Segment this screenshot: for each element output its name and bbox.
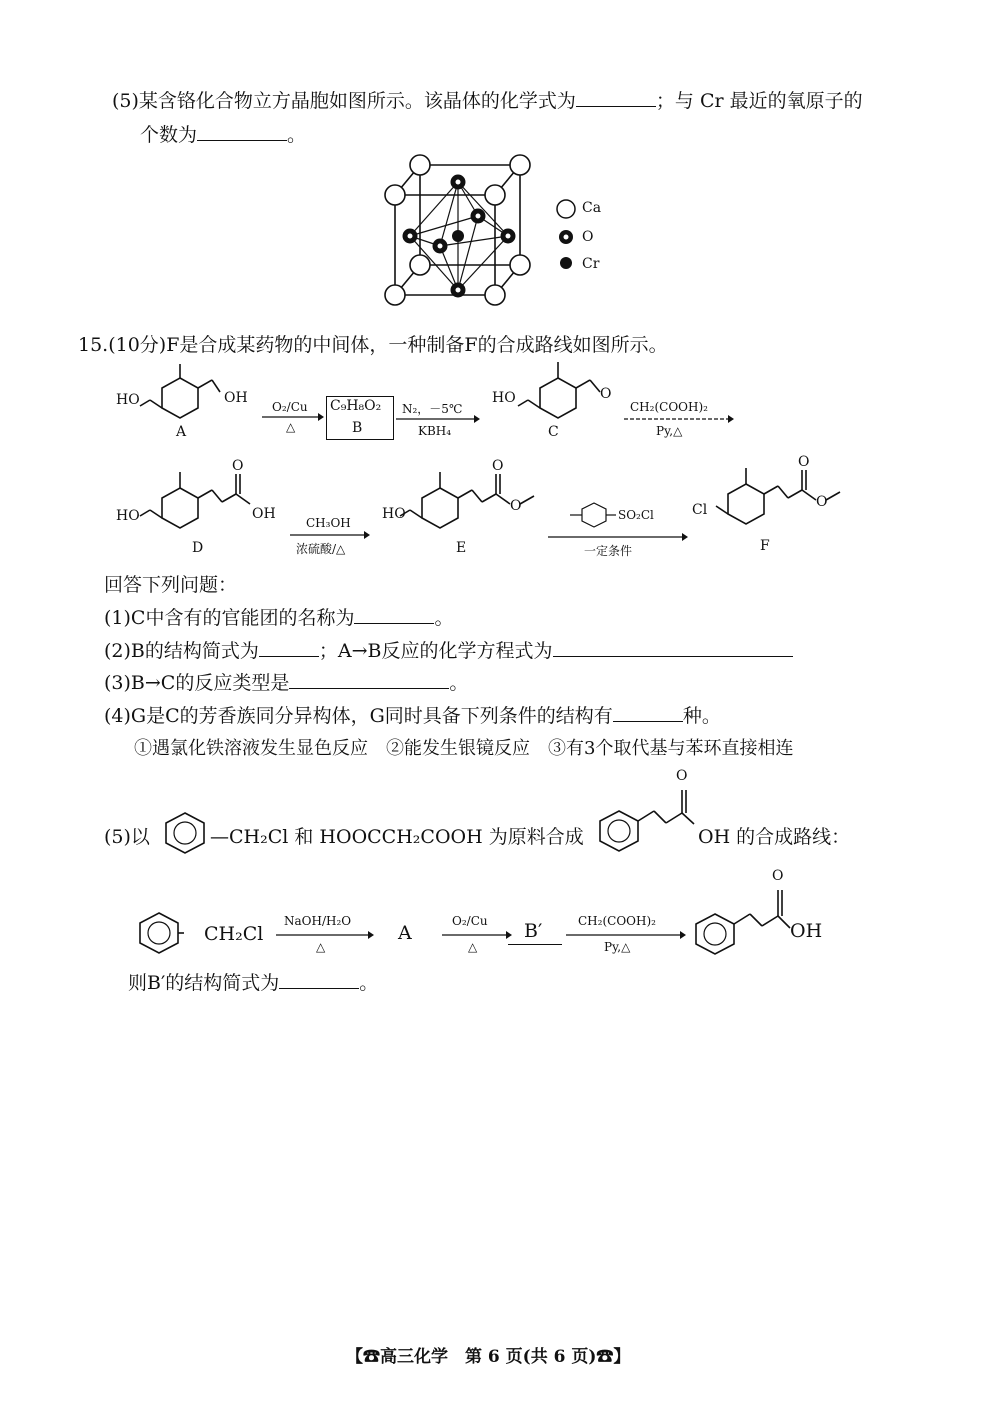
d-o: O bbox=[232, 458, 244, 474]
q15-header: 15.(10分)F是合成某药物的中间体，一种制备F的合成路线如图所示。 bbox=[78, 334, 668, 356]
d-oh: OH bbox=[252, 506, 276, 522]
e-ester-o: O bbox=[510, 498, 522, 514]
q5-o: O bbox=[676, 768, 688, 784]
route-ch2cl: CH₂Cl bbox=[204, 923, 264, 945]
benzene-icon-q5-1 bbox=[160, 810, 210, 856]
step3-bottom: Py,△ bbox=[656, 424, 683, 438]
q15-2-text: (2)B的结构简式为 bbox=[104, 640, 259, 662]
arrow-step3 bbox=[624, 414, 734, 424]
legend-ca-label: Ca bbox=[582, 200, 602, 216]
f-cl: Cl bbox=[692, 502, 708, 518]
step1-top: O₂/Cu bbox=[272, 400, 308, 414]
answer-blank-q2a[interactable] bbox=[259, 638, 319, 657]
legend-o-icon bbox=[557, 228, 575, 246]
route-step3-top: CH₂(COOH)₂ bbox=[578, 914, 656, 928]
f-ester-o: O bbox=[816, 494, 828, 510]
legend-ca-icon bbox=[555, 198, 577, 220]
a-oh: OH bbox=[224, 390, 248, 406]
answer-blank-q2b[interactable] bbox=[553, 638, 793, 657]
e-o: O bbox=[492, 458, 504, 474]
legend-cr-label: Cr bbox=[582, 256, 600, 272]
q14-5-line2-end: 。 bbox=[287, 124, 307, 146]
q15-4-conditions: ①遇氯化铁溶液发生显色反应 ②能发生银镜反应 ③有3个取代基与苯环直接相连 bbox=[134, 738, 794, 759]
structure-a bbox=[140, 362, 220, 432]
structure-c bbox=[518, 360, 608, 430]
route-oh: OH bbox=[790, 920, 823, 942]
step4-top: CH₃OH bbox=[306, 516, 351, 530]
q15-1 bbox=[104, 603, 453, 630]
cinnamic-acid-q5 bbox=[594, 768, 704, 858]
answer-prompt: 回答下列问题： bbox=[104, 574, 238, 596]
step2-bottom: KBH₄ bbox=[418, 424, 452, 438]
label-b: B bbox=[352, 420, 363, 436]
answer-blank-q4[interactable] bbox=[613, 703, 683, 722]
final-question-end: 。 bbox=[359, 972, 379, 994]
structure-e bbox=[400, 460, 550, 540]
q15-3-end: 。 bbox=[449, 672, 469, 694]
step3-top: CH₂(COOH)₂ bbox=[630, 400, 708, 414]
arrow-step5 bbox=[548, 532, 688, 542]
structure-f bbox=[706, 456, 856, 536]
q15-3 bbox=[104, 668, 468, 695]
route-b-blank[interactable] bbox=[508, 944, 562, 945]
route-step1-bottom: △ bbox=[316, 940, 326, 954]
route-o: O bbox=[772, 868, 784, 884]
step2-top: N₂，－5℃ bbox=[402, 402, 463, 416]
a-ho: HO bbox=[116, 392, 140, 408]
q15-1-end: 。 bbox=[434, 607, 454, 629]
label-a: A bbox=[176, 424, 187, 440]
c-ho: HO bbox=[492, 390, 516, 406]
answer-blank-formula[interactable] bbox=[576, 88, 656, 107]
q14-5-line1 bbox=[112, 86, 863, 113]
q15-5-a: (5)以 bbox=[104, 826, 150, 848]
q15-3-text: (3)B→C的反应类型是 bbox=[104, 672, 290, 694]
e-ho: HO bbox=[382, 506, 406, 522]
benzene-icon-route bbox=[134, 910, 184, 956]
step5-bottom: 一定条件 bbox=[584, 544, 633, 558]
label-d: D bbox=[192, 540, 204, 556]
route-arrow-2 bbox=[442, 930, 512, 940]
route-step3-bottom: Py,△ bbox=[604, 940, 631, 954]
route-step1-top: NaOH/H₂O bbox=[284, 914, 352, 928]
step4-bottom: 浓硫酸/△ bbox=[296, 542, 346, 556]
label-c: C bbox=[548, 424, 559, 440]
step1-bottom: △ bbox=[286, 420, 296, 434]
route-step2-bottom: △ bbox=[468, 940, 478, 954]
answer-blank-q3[interactable] bbox=[289, 670, 449, 689]
q15-2 bbox=[104, 636, 793, 663]
q15-1-text: (1)C中含有的官能团的名称为 bbox=[104, 607, 355, 629]
route-b: B′ bbox=[524, 920, 543, 942]
final-question-text: 则B′的结构简式为 bbox=[128, 972, 280, 994]
q14-5-line2-text: 个数为 bbox=[140, 124, 198, 146]
answer-blank-count[interactable] bbox=[197, 122, 287, 141]
page-footer: 【☎高三化学 第 6 页(共 6 页)☎】 bbox=[346, 1347, 631, 1367]
step5-top: SO₂Cl bbox=[618, 508, 654, 522]
q15-4-end: 种。 bbox=[682, 705, 721, 727]
arrow-step4 bbox=[290, 530, 370, 540]
b-formula: C₉H₈O₂ bbox=[330, 398, 382, 414]
legend-cr-icon bbox=[559, 256, 573, 270]
route-arrow-3 bbox=[566, 930, 686, 940]
q15-4-text: (4)G是C的芳香族同分异构体，G同时具备下列条件的结构有 bbox=[104, 705, 613, 727]
route-a: A bbox=[398, 922, 412, 944]
q14-5-line1-tail: ；与 Cr 最近的氧原子的 bbox=[655, 90, 863, 112]
q15-4 bbox=[104, 701, 721, 728]
final-question bbox=[128, 968, 378, 995]
q14-5-line1-text: (5)某含铬化合物立方晶胞如图所示。该晶体的化学式为 bbox=[112, 90, 576, 112]
f-o: O bbox=[798, 454, 810, 470]
crystal-cell-diagram bbox=[380, 150, 550, 310]
q15-5-c: OH 的合成路线： bbox=[698, 826, 851, 848]
label-f: F bbox=[760, 538, 770, 554]
answer-blank-q1[interactable] bbox=[354, 605, 434, 624]
q14-5-line2 bbox=[140, 120, 306, 147]
legend-o-label: O bbox=[582, 229, 594, 245]
route-step2-top: O₂/Cu bbox=[452, 914, 488, 928]
cinnamic-acid-route bbox=[690, 866, 800, 956]
label-e: E bbox=[456, 540, 467, 556]
q15-5-b: —CH₂Cl 和 HOOCCH₂COOH 为原料合成 bbox=[210, 826, 584, 848]
route-arrow-1 bbox=[276, 930, 374, 940]
arrow-step2 bbox=[396, 414, 480, 424]
answer-blank-final[interactable] bbox=[279, 970, 359, 989]
d-ho: HO bbox=[116, 508, 140, 524]
c-o: O bbox=[600, 386, 612, 402]
q15-2-mid: ；A→B反应的化学方程式为 bbox=[318, 640, 553, 662]
